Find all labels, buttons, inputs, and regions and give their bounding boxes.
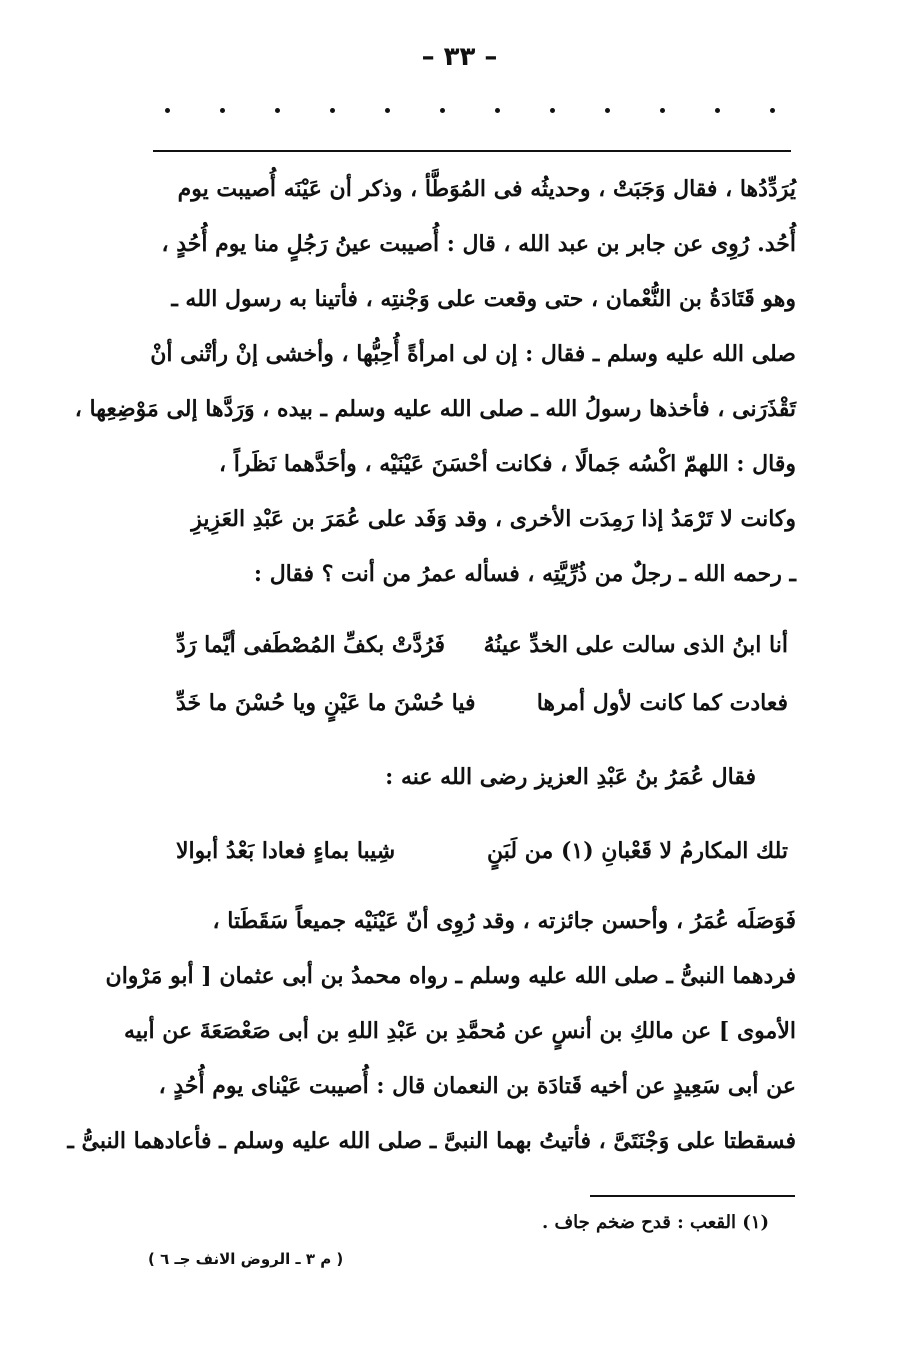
- signature-mark: ( م ٣ ـ الروض الانف جـ ٦ ): [148, 1250, 344, 1268]
- poem-intro: فقال عُمَرُ بنُ عَبْدِ العزيز رضى الله عنه :: [385, 764, 756, 790]
- text-line: صلى الله عليه وسلم ـ فقال : إن لى امرأةً أُحِبُّها ، وأخشى إنْ رأتْنى أنْ: [150, 341, 796, 367]
- text-line: أُحُد. رُوِى عن جابر بن عبد الله ، قال : أُصيبت عينُ رَجُلٍ منا يوم أُحُدٍ ،: [161, 231, 796, 257]
- page-body: [67, 162, 796, 1169]
- hemistich-right: أنا ابنُ الذى سالت على الخدِّ عينُهُ: [483, 632, 788, 658]
- ornament-dot: [715, 108, 720, 113]
- verse-line: [148, 822, 796, 880]
- ornament-dot: [605, 108, 610, 113]
- ornament-dot: [440, 108, 445, 113]
- ornament-dot: [770, 108, 775, 113]
- text-line: الأموى ] عن مالكِ بن أنسٍ عن مُحمَّدِ بن عَبْدِ اللهِ بن أبى صَعْصَعَةَ عن أبيه: [123, 1018, 796, 1044]
- hemistich-right: تلك المكارمُ لا قَعْبانِ (١) من لَبَنٍ: [487, 838, 788, 864]
- ornament-dot: [275, 108, 280, 113]
- text-line: فسقطتا على وَجْنَتَىَّ ، فأتيتُ بهما النبىَّ ـ صلى الله عليه وسلم ـ فأعادهما النبىُّ ـ: [67, 1128, 796, 1154]
- header-rule: [153, 150, 791, 152]
- ornament-dot: [165, 108, 170, 113]
- verse-line: [148, 674, 796, 732]
- footnote: (١) القعب : قدح ضخم جاف .: [541, 1212, 769, 1233]
- text-line: وقال : اللهمّ اكْسُه جَمالًا ، فكانت أحْسَنَ عَيْنَيْه ، وأحَدَّهما نَظَراً ،: [219, 451, 796, 477]
- ornament-dot: [385, 108, 390, 113]
- ornament-dot: [495, 108, 500, 113]
- verse-line: [148, 616, 796, 674]
- hemistich-left: فَرُدَّتْ بكفِّ المُصْطَفى أيَّما رَدِّ: [176, 632, 446, 658]
- text-line: يُرَدِّدُها ، فقال وَجَبَتْ ، وحديثُه فى المُوَطَّأ ، وذكر أن عَيْنَه أُصيبت يوم: [177, 176, 796, 202]
- footnote-rule: [590, 1195, 795, 1197]
- text-line: وهو قَتَادَةُ بن النُّعْمان ، حتى وقعت على وَجْنتِه ، فأتينا به رسول الله ـ: [171, 286, 796, 312]
- text-line: تَقْذَرَنى ، فأخذها رسولُ الله ـ صلى الله عليه وسلم ـ بيده ، وَرَدَّها إلى مَوْضِعِها ،: [74, 396, 796, 422]
- ornament-dot: [220, 108, 225, 113]
- hemistich-left: شِيبا بماءٍ فعادا بَعْدُ أبوالا: [176, 838, 396, 864]
- ornament-dot: [330, 108, 335, 113]
- hemistich-right: فعادت كما كانت لأول أمرها: [536, 690, 788, 716]
- poem-1: [148, 616, 796, 732]
- text-line: ـ رحمه الله ـ رجلٌ من ذُرِّيَّتِه ، فسأله عمرُ من أنت ؟ فقال :: [253, 561, 796, 587]
- paragraph-1: [74, 162, 796, 602]
- ornament-dots: [165, 108, 775, 113]
- ornament-dot: [660, 108, 665, 113]
- text-line: فردهما النبىُّ ـ صلى الله عليه وسلم ـ رواه محمدُ بن أبى عثمان [ أبو مَرْوان: [105, 963, 796, 989]
- hemistich-left: فيا حُسْنَ ما عَيْنٍ ويا حُسْنَ ما خَدِّ: [176, 690, 476, 716]
- text-line: وكانت لا تَرْمَدُ إذا رَمِدَت الأخرى ، وقد وَفَد على عُمَرَ بن عَبْدِ العَزِيزِ: [191, 506, 796, 532]
- text-line: فَوَصَلَه عُمَرُ ، وأحسن جائزته ، وقد رُوِى أنّ عَيْنَيْه جميعاً سَقَطَتا ،: [212, 908, 796, 934]
- paragraph-2: [67, 894, 796, 1169]
- ornament-dot: [550, 108, 555, 113]
- page-number: – ٣٣ –: [421, 42, 498, 72]
- text-line: عن أبى سَعِيدٍ عن أخيه قَتادَة بن النعمان قال : أُصيبت عَيْناى يوم أُحُدٍ ،: [158, 1073, 796, 1099]
